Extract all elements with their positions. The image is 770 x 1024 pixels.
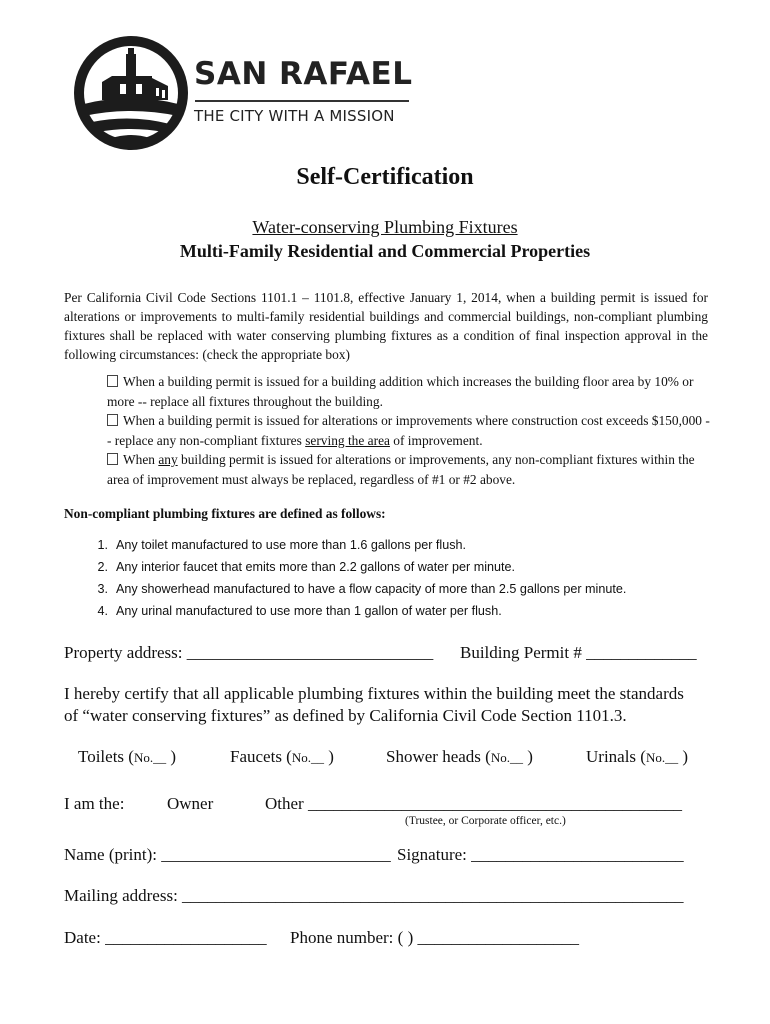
showerheads-count-field[interactable]	[386, 747, 533, 767]
document-subtitle: Water-conserving Plumbing Fixtures	[252, 217, 518, 237]
list-item	[64, 600, 704, 622]
faucets-label: Faucets (	[230, 747, 292, 766]
signature-field[interactable]: Signature: _________________________	[397, 845, 684, 864]
toilets-number: No.__	[133, 750, 167, 765]
urinals-number: No.__	[645, 750, 679, 765]
toilets-count-field[interactable]	[78, 747, 176, 767]
list-item-text: Any showerhead manufactured to have a flow capacity of more than 2.5 gallons per minute.	[116, 582, 627, 596]
list-item-number: 4.	[97, 604, 108, 618]
list-item-text: Any interior faucet that emits more than 2.2 gallons of water per minute.	[116, 560, 516, 574]
faucets-count-field[interactable]	[230, 747, 334, 767]
list-item-number: 2.	[97, 560, 108, 574]
other-field-note: (Trustee, or Corporate officer, etc.)	[405, 815, 566, 827]
owner-option[interactable]: Owner	[167, 794, 214, 813]
city-tagline: THE CITY WITH A MISSION	[194, 107, 395, 125]
noncompliant-list	[64, 534, 704, 622]
phone-number-field[interactable]: Phone number: ( ) ___________________	[290, 928, 579, 947]
name-print-field[interactable]: Name (print): ___________________________	[64, 845, 391, 864]
list-item-text: Any toilet manufactured to use more than 1.6 gallons per flush.	[116, 538, 467, 552]
showerheads-close: )	[522, 747, 533, 766]
list-item	[64, 578, 704, 600]
mailing-address-field[interactable]: Mailing address: ___________________________________________________________	[64, 886, 684, 905]
date-field[interactable]: Date: ___________________	[64, 928, 267, 947]
option-1-text: When a building permit is issued for a building addition which increases the building floor area by 10% or more -- replace all fixtures throughout the building.	[107, 374, 694, 409]
list-item-number: 1.	[97, 538, 108, 552]
permit-options	[107, 372, 710, 489]
logo-divider	[195, 100, 409, 102]
other-field[interactable]: Other ____________________________________________	[265, 794, 682, 813]
toilets-close: )	[166, 747, 177, 766]
option-2-text-underlined: serving the area	[305, 432, 390, 448]
faucets-close: )	[323, 747, 334, 766]
certification-line-1: I hereby certify that all applicable plumbing fixtures within the building meet the standards	[64, 684, 684, 703]
option-3-checkbox[interactable]	[107, 453, 118, 465]
list-item-text: Any urinal manufactured to use more than 1 gallon of water per flush.	[116, 604, 502, 618]
option-2-checkbox[interactable]	[107, 414, 118, 426]
toilets-label: Toilets (	[78, 747, 134, 766]
building-permit-field[interactable]: Building Permit # _____________	[460, 643, 697, 662]
noncompliant-heading: Non-compliant plumbing fixtures are defined as follows:	[64, 506, 386, 521]
certification-line-2: of “water conserving fixtures” as defined by California Civil Code Section 1101.3.	[64, 706, 627, 725]
urinals-label: Urinals (	[586, 747, 646, 766]
property-address-field[interactable]: Property address: _____________________________	[64, 643, 434, 662]
option-3-text-after: building permit is issued for alterations or improvements, any non-compliant fixtures within the area of improvement must always be replaced, regardless of #1 or #2 above.	[107, 452, 695, 487]
option-building-addition	[107, 372, 710, 411]
intro-paragraph: Per California Civil Code Sections 1101.1 – 1101.8, effective January 1, 2014, when a building permit is issued for alterations or improvements to multi-family residential buildings and commercial buildings, non-compliant plumbing fixtures shall be replaced with water conserving plumbing fixtures as a condition of final inspection approval in the following circumstances: (check the appropriate box)	[64, 290, 708, 362]
urinals-count-field[interactable]	[586, 747, 688, 767]
showerheads-label: Shower heads (	[386, 747, 491, 766]
document-subtitle-properties: Multi-Family Residential and Commercial Properties	[179, 241, 591, 261]
option-2-text-after: of improvement.	[389, 432, 483, 448]
option-cost-exceeds	[107, 411, 710, 450]
showerheads-number: No.__	[490, 750, 523, 765]
city-name: SAN RAFAEL	[194, 56, 413, 92]
city-seal-icon	[72, 34, 190, 152]
faucets-number: No.__	[291, 750, 324, 765]
option-3-text-underlined: any	[158, 452, 178, 467]
list-item	[64, 556, 704, 578]
i-am-the-label: I am the:	[64, 794, 125, 813]
list-item	[64, 534, 704, 556]
option-any-permit	[107, 450, 710, 489]
list-item-number: 3.	[97, 582, 108, 596]
option-2-text-before: When a building permit is issued for alterations or improvements where construction cost exceeds $150,000 -- replace any non-compliant fixtures	[107, 413, 710, 448]
city-logo	[72, 34, 432, 154]
option-3-text-before: When	[123, 452, 159, 467]
document-title: Self-Certification	[296, 164, 474, 190]
option-1-checkbox[interactable]	[107, 375, 118, 387]
urinals-close: )	[678, 747, 689, 766]
